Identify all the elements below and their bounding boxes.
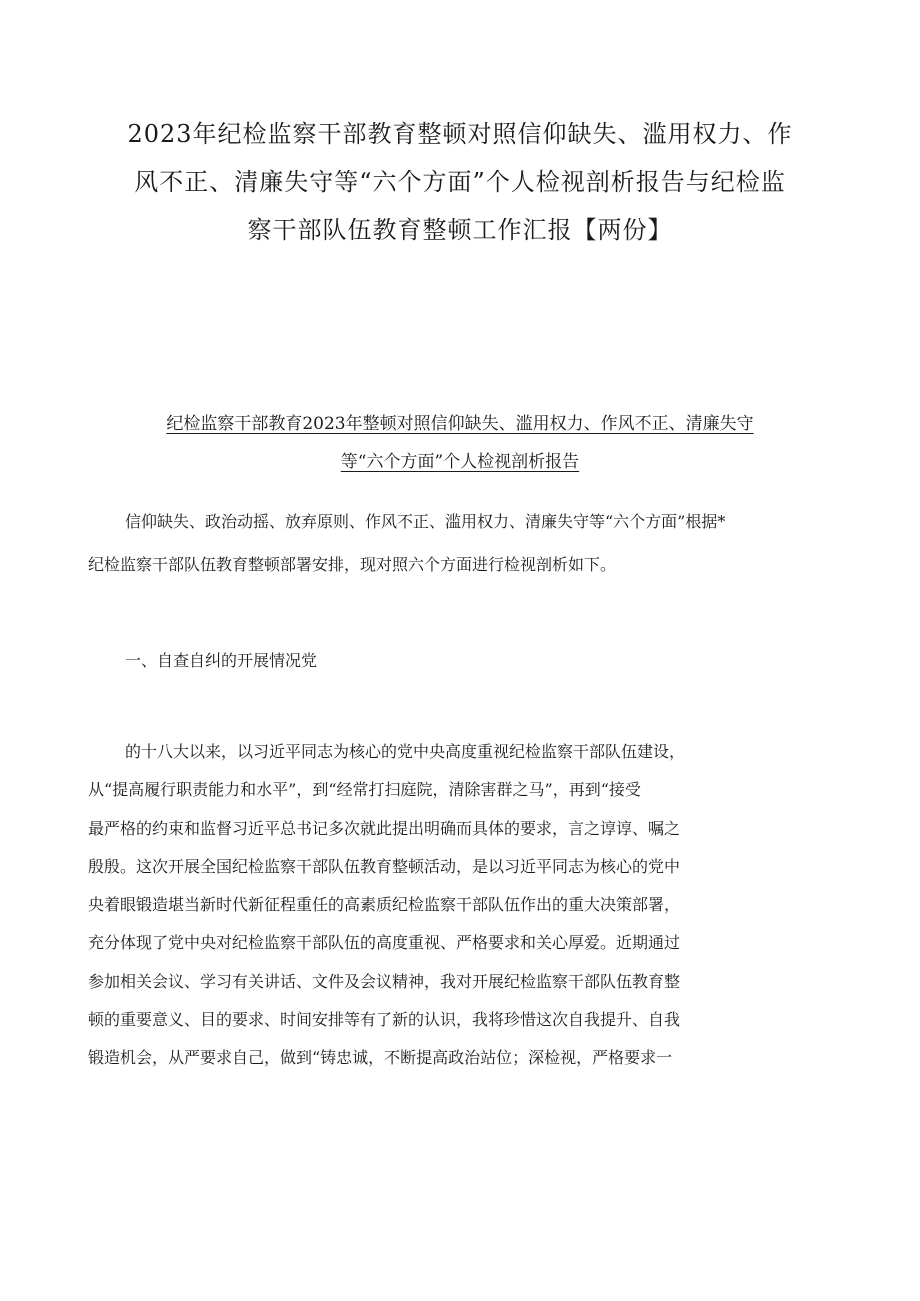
body-line-2: 从“提高履行职责能力和水平”，到“经常打扫庭院，清除害群之马”，再到“接受 [88,780,641,800]
section-title [95,405,825,481]
intro-line-1: 信仰缺失、政治动摇、放弃原则、作风不正、滥用权力、清廉失守等“六个方面”根据* [125,512,726,531]
document-title-line-1: 2023年纪检监察干部教育整顿对照信仰缺失、滥用权力、作 [127,120,793,148]
heading-one: 一、自查自纠的开展情况党 [125,651,318,670]
document-title-line-3: 察干部队伍教育整顿工作汇报【两份】 [247,216,673,244]
body-line-4: 殷殷。这次开展全国纪检监察干部队伍教育整顿活动，是以习近平同志为核心的党中 [88,856,681,876]
body-line-7: 参加相关会议、学习有关讲话、文件及会议精神，我对开展纪检监察干部队伍教育整 [88,971,681,991]
body-line-9: 锻造机会，从严要求自己，做到“铸忠诚，不断提高政治站位；深检视，严格要求一 [88,1048,673,1068]
document-title [95,110,825,254]
body-line-1: 的十八大以来，以习近平同志为核心的党中央高度重视纪检监察干部队伍建设， [125,742,686,761]
body-line-6: 充分体现了党中央对纪检监察干部队伍的高度重视、严格要求和关心厚爱。近期通过 [88,933,681,953]
body-line-5: 央着眼锻造堪当新时代新征程重任的高素质纪检监察干部队伍作出的重大决策部署， [88,895,681,915]
body-line-8: 顿的重要意义、目的要求、时间安排等有了新的认识，我将珍惜这次自我提升、自我 [88,1010,681,1030]
intro-line-2: 纪检监察干部队伍教育整顿部署安排，现对照六个方面进行检视剖析如下。 [88,555,617,574]
section-title-line-1: 纪检监察干部教育2023年整顿对照信仰缺失、滥用权力、作风不正、清廉失守 [166,414,754,434]
document-title-line-2: 风不正、清廉失守等“六个方面”个人检视剖析报告与纪检监 [134,168,786,196]
body-paragraph [88,733,833,1078]
intro-paragraph [88,500,833,586]
body-line-3: 最严格的约束和监督习近平总书记多次就此提出明确而具体的要求，言之谆谆、嘱之 [88,818,681,838]
section-title-line-2: 等“六个方面”个人检视剖析报告 [340,452,580,472]
